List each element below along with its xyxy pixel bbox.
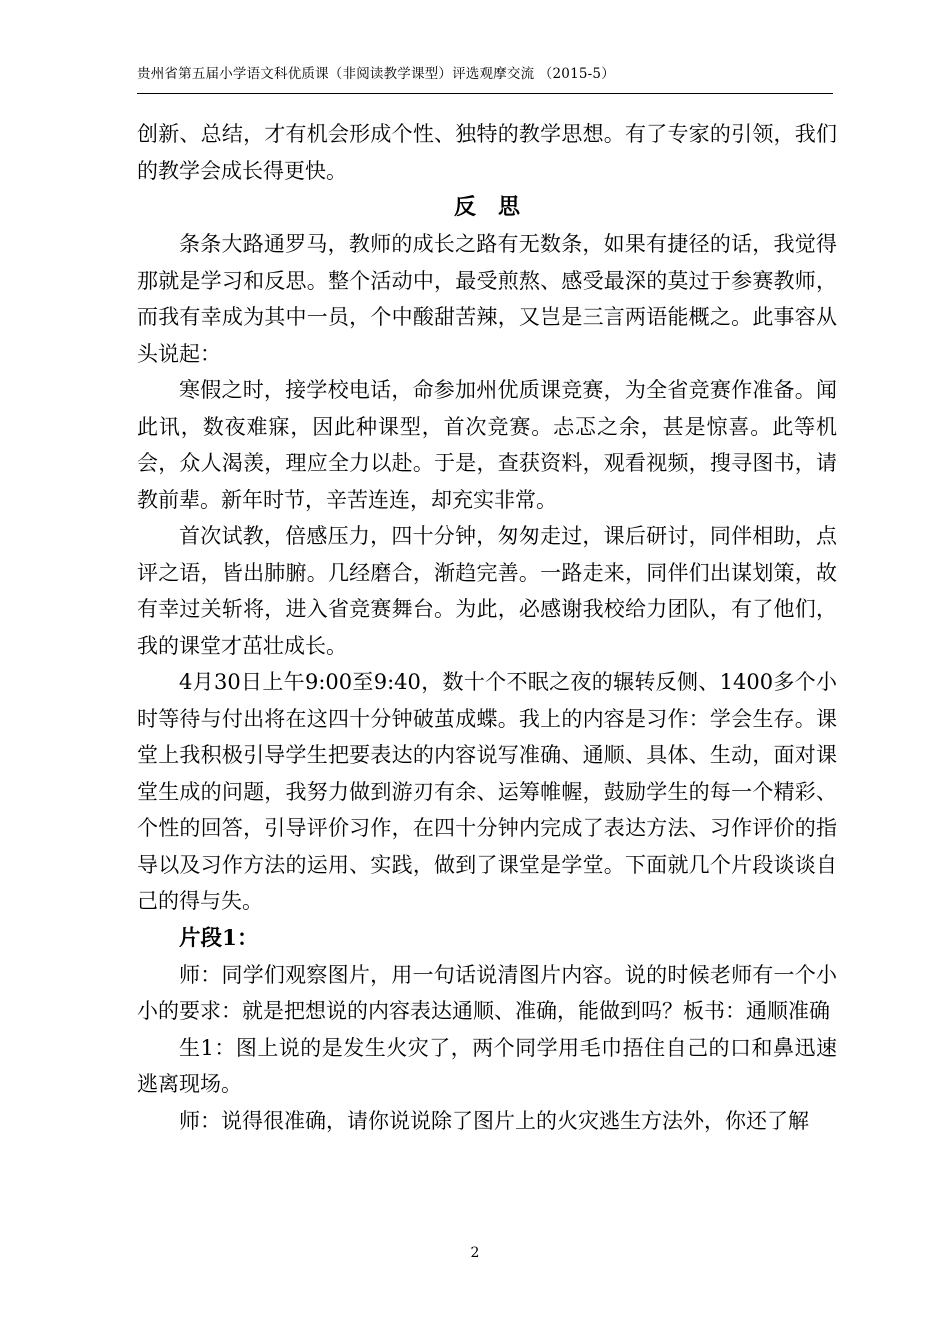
paragraph-7: 师：说得很准确，请你说说除了图片上的火灾逃生方法外，你还了解 (179, 1108, 809, 1133)
document-body (137, 116, 837, 1139)
paragraph-1: 条条大路通罗马，教师的成长之路有无数条，如果有捷径的话，我觉得那就是学习和反思。整个活动中，最受煎熬、感受最深的莫过于参赛教师，而我有幸成为其中一员，个中酸甜苦辣，又岂是三言两语能概之。此事容从头说起： (137, 232, 837, 366)
paragraph-5: 师：同学们观察图片，用一句话说清图片内容。说的时候老师有一个小小的要求：就是把想说的内容表达通顺、准确，能做到吗？板书：通顺准确 (137, 962, 837, 1023)
paragraph-3: 首次试教，倍感压力，四十分钟，匆匆走过，课后研讨，同伴相助，点评之语，皆出肺腑。几经磨合，渐趋完善。一路走来，同伴们出谋划策，故有幸过关斩将，进入省竞赛舞台。为此，必感谢我校给力团队，有了他们，我的课堂才茁壮成长。 (137, 524, 837, 658)
paragraph-2: 寒假之时，接学校电话，命参加州优质课竞赛，为全省竞赛作准备。闻此讯，数夜难寐，因此种课型，首次竞赛。忐忑之余，甚是惊喜。此等机会，众人渴羡，理应全力以赴。于是，查获资料，观看视频，搜寻图书，请教前辈。新年时节，辛苦连连，却充实非常。 (137, 378, 837, 512)
paragraph-4: 4月30日上午9:00至9:40，数十个不眠之夜的辗转反侧、1400多个小时等待与付出将在这四十分钟破茧成蝶。我上的内容是习作：学会生存。课堂上我积极引导学生把要表达的内容说写准确、通顺、具体、生动，面对课堂生成的问题，我努力做到游刃有余、运筹帷幄，鼓励学生的每一个精彩、个性的回答，引导评价习作，在四十分钟内完成了表达方法、习作评价的指导以及习作方法的运用、实践，做到了课堂是学堂。下面就几个片段谈谈自己的得与失。 (137, 670, 837, 913)
page-number: 2 (470, 1245, 480, 1261)
header-rule (137, 93, 833, 94)
intro-paragraph: 创新、总结，才有机会形成个性、独特的教学思想。有了专家的引领，我们的教学会成长得更快。 (137, 122, 837, 183)
section-title: 反思 (453, 194, 542, 220)
page-header: 贵州省第五届小学语文科优质课（非阅读教学课型）评选观摩交流 （2015-5） (137, 66, 615, 82)
fragment-title: 片段1： (179, 925, 259, 951)
paragraph-6: 生1：图上说的是发生火灾了，两个同学用毛巾捂住自己的口和鼻迅速逃离现场。 (137, 1035, 837, 1096)
